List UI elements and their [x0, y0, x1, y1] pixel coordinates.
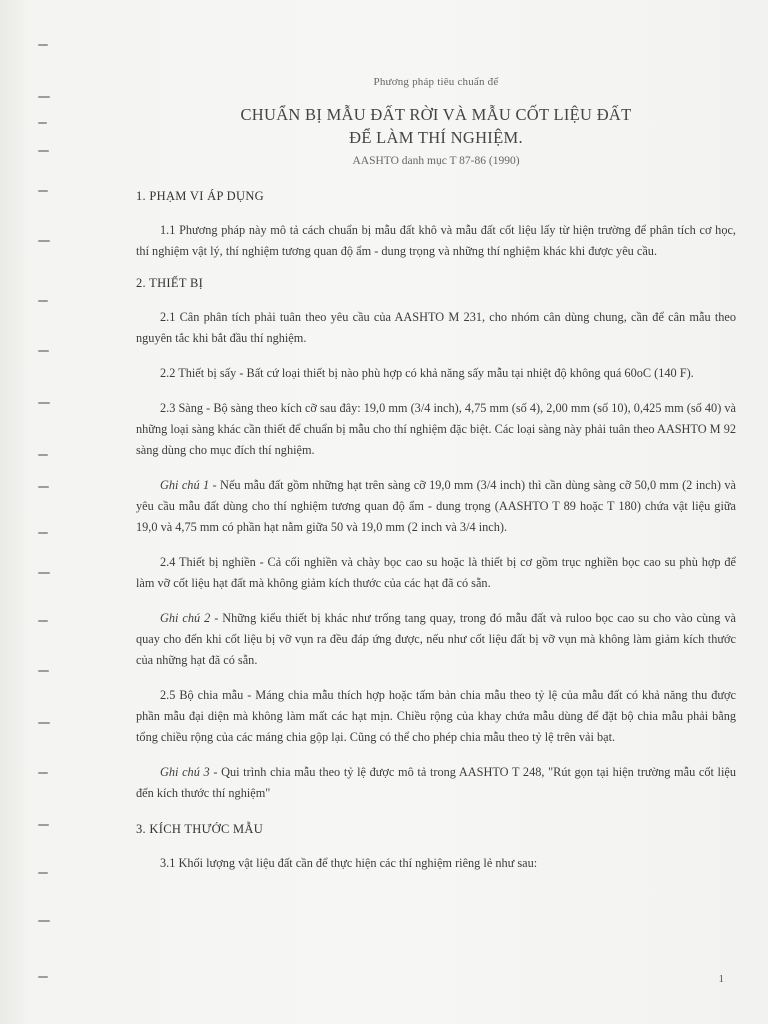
document-subtitle: AASHTO danh mục T 87-86 (1990) — [352, 154, 520, 167]
margin-mark — [38, 402, 50, 404]
note-label: Ghi chú 2 — [160, 610, 211, 625]
paragraph: 3.1 Khối lượng vật liệu đất cần để thực hiện các thí nghiệm riêng lẻ như sau: — [160, 855, 538, 870]
margin-mark — [38, 976, 48, 978]
page-number: 1 — [718, 973, 724, 985]
margin-mark — [38, 620, 48, 622]
section-3 — [136, 822, 736, 874]
paragraph: 2.5 Bộ chia mẫu - Máng chia mẫu thích hợp hoặc tấm bản chia mẫu theo tỷ lệ của mẫu đất có khả năng thu được phần mẫu đại diện mà không làm mất các hạt mịn. Chiều rộng của khay chứa mẫu dùng để đặt bộ chia mẫu phải bằng tổng chiều rộng của các máng chia gộp lại. Cũng có thể cho phép chia mẫu theo tỷ lệ trên vải bạt. — [136, 687, 736, 744]
margin-mark — [38, 572, 50, 574]
note-paragraph: Ghi chú 1 - Nếu mẫu đất gồm những hạt trên sàng cỡ 19,0 mm (3/4 inch) thì cần dùng sàng cỡ 50,0 mm (2 inch) và yêu cầu mẫu đất dùng cho thí nghiệm tương quan độ ẩm - dung trọng (AASHTO T 89 hoặc T 180) chứa vật liệu giữa 19,0 và 4,75 mm có phần hạt nằm giữa 50 và 19,0 mm (2 inch và 3/4 inch). — [136, 477, 736, 534]
paragraph: 1.1 Phương pháp này mô tả cách chuẩn bị mẫu đất khô và mẫu đất cốt liệu lấy từ hiện trường để phân tích cơ học, thí nghiệm vật lý, thí nghiệm tương quan độ ẩm - dung trọng và những thí nghiệm khác khi được yêu cầu. — [136, 222, 736, 258]
margin-mark — [38, 486, 49, 488]
margin-mark — [38, 454, 48, 456]
margin-mark — [38, 150, 49, 152]
margin-mark — [38, 300, 48, 302]
section-heading: 2. THIẾT BỊ — [136, 275, 204, 290]
margin-mark — [38, 824, 49, 826]
document-preheading: Phương pháp tiêu chuẩn để — [373, 76, 499, 88]
margin-mark — [38, 96, 50, 98]
document-body — [136, 70, 736, 888]
document-title-line-1: CHUẨN BỊ MẪU ĐẤT RỜI VÀ MẪU CỐT LIỆU ĐẤT — [240, 105, 632, 124]
margin-mark — [38, 190, 48, 192]
binder-margin-marks — [38, 0, 58, 1024]
note-paragraph: Ghi chú 3 - Qui trình chia mẫu theo tỷ lệ được mô tả trong AASHTO T 248, "Rút gọn tại hiện trường mẫu cốt liệu đến kích thước thí nghiệm" — [136, 764, 736, 800]
margin-mark — [38, 722, 50, 724]
paragraph: 2.1 Cân phân tích phải tuân theo yêu cầu của AASHTO M 231, cho nhóm cân dùng chung, cần để cân mẫu theo nguyên tắc khi bắt đầu thí nghiệm. — [136, 309, 736, 345]
section-2 — [136, 276, 736, 804]
note-label: Ghi chú 1 — [160, 477, 210, 492]
margin-mark — [38, 350, 49, 352]
note-label: Ghi chú 3 — [160, 764, 210, 779]
margin-mark — [38, 44, 48, 46]
margin-mark — [38, 920, 50, 922]
section-heading: 3. KÍCH THƯỚC MẪU — [136, 821, 264, 836]
paragraph: 2.4 Thiết bị nghiền - Cả cối nghiền và chày bọc cao su hoặc là thiết bị cơ gồm trục nghiền bọc cao su phù hợp để làm vỡ cốt liệu hạt đất mà không giảm kích thước của các hạt đã có sẵn. — [136, 554, 736, 590]
section-1 — [136, 189, 736, 262]
paragraph: 2.3 Sàng - Bộ sàng theo kích cỡ sau đây: 19,0 mm (3/4 inch), 4,75 mm (số 4), 2,00 mm (số 10), 0,425 mm (số 40) và những loại sàng khác cần thiết để chuẩn bị mẫu cho thí nghiệm đặc biệt. Các loại sàng này phải tuân theo AASHTO M 92 sàng dùng cho mục đích thí nghiệm. — [136, 400, 736, 457]
margin-mark — [38, 872, 48, 874]
section-heading: 1. PHẠM VI ÁP DỤNG — [136, 188, 264, 203]
margin-mark — [38, 670, 49, 672]
document-title-line-2: ĐỂ LÀM THÍ NGHIỆM. — [349, 128, 523, 148]
paragraph: 2.2 Thiết bị sấy - Bất cứ loại thiết bị nào phù hợp có khả năng sấy mẫu tại nhiệt độ không quá 60oC (140 F). — [160, 365, 694, 380]
note-paragraph: Ghi chú 2 - Những kiểu thiết bị khác như trống tang quay, trong đó mẫu đất và ruloo bọc cao su cho vào cùng và quay cho đến khi cốt liệu bị vỡ vụn ra đều đáp ứng được, nếu như cốt liệu đất bị vỡ vụn mà không làm giảm kích thước của những hạt đã có sẵn. — [136, 610, 736, 667]
margin-mark — [38, 240, 50, 242]
margin-mark — [38, 532, 48, 534]
margin-mark — [38, 122, 47, 124]
margin-mark — [38, 772, 48, 774]
